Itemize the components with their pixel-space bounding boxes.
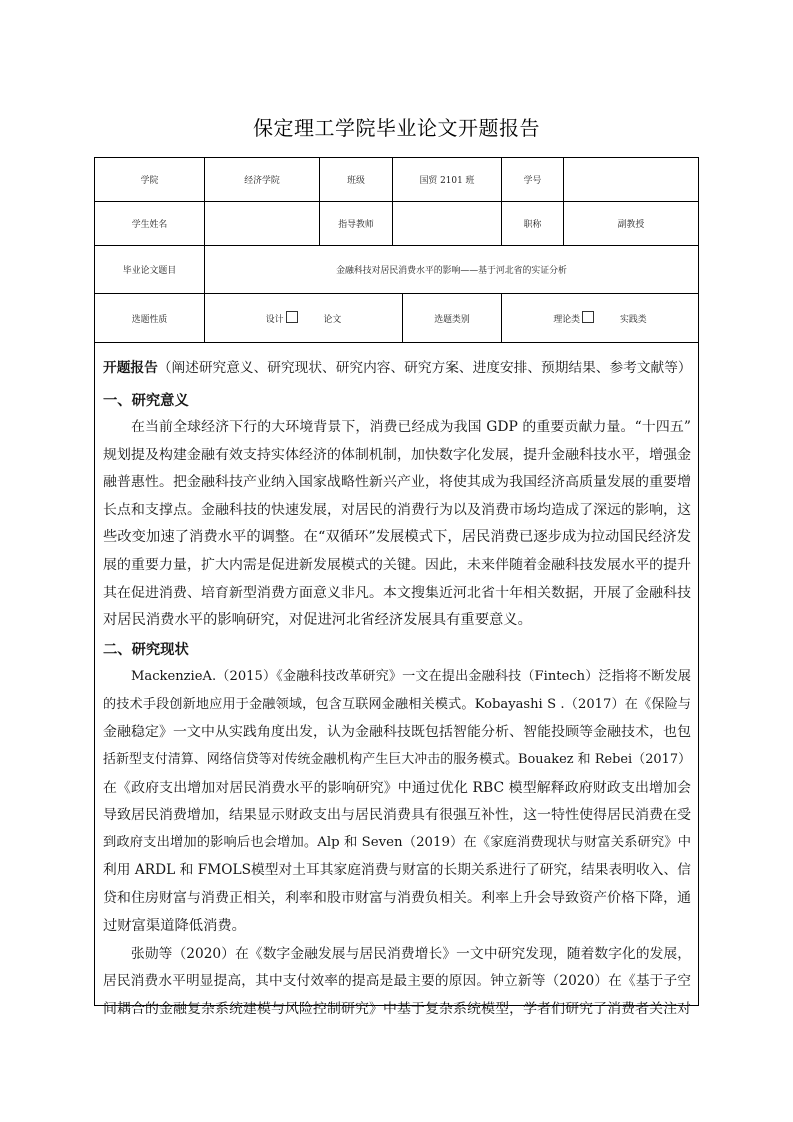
- paragraph-line: 括新型支付清算、网络信贷等对传统金融机构产生巨大冲击的服务模式。Bouakez 和 Rebei（2017）: [103, 752, 691, 767]
- report-heading: [103, 359, 691, 377]
- paragraph-line: 在当前全球经济下行的大环境背景下，消费已经成为我国 GDP 的重要贡献力量。“十四五”: [131, 419, 691, 435]
- document-title: 保定理工学院毕业论文开题报告: [253, 116, 540, 140]
- report-heading-bold: 开题报告: [103, 360, 158, 376]
- nature-option-design[interactable]: [266, 311, 298, 325]
- paragraph-line: 展的重要力量，扩大内需是促进新发展模式的关键。因此，未来伴随着金融科技发展水平的提升: [103, 557, 691, 573]
- category-option-practice[interactable]: 实践类: [620, 314, 647, 325]
- student-id-label: 学号: [523, 176, 542, 186]
- topic-nature-options: [205, 294, 402, 342]
- section-title-research-status: 二、研究现状: [103, 642, 189, 658]
- topic-category-label: 选题类别: [434, 314, 470, 325]
- paragraph-line: 贷和住房财富与消费正相关，利率和股市财富与消费负相关。利率上升会导致资产价格下降，通: [103, 890, 691, 906]
- topic-category-options: [502, 294, 698, 342]
- category-option-theory[interactable]: [553, 311, 594, 325]
- paragraph-line: 在《政府支出增加对居民消费水平的影响研究》中通过优化 RBC 模型解释政府财政支出增加会: [103, 780, 691, 796]
- student-id-field[interactable]: [564, 158, 698, 201]
- paragraph-line: 长点和支撑点。金融科技的快速发展，对居民的消费行为以及消费市场均造成了深远的影响，这: [103, 502, 691, 518]
- paragraph-line: MackenzieA.（2015）《金融科技改革研究》一文在提出金融科技（Fintech）泛指将不断发展: [131, 669, 691, 684]
- paragraph-line: 导致居民消费增加，结果显示财政支出与居民消费具有很强互补性，这一特性使得居民消费在受: [103, 807, 691, 823]
- title-rank-label: 职称: [523, 220, 542, 230]
- checkbox-unchecked-icon[interactable]: [582, 311, 594, 323]
- paragraph-line: 规划提及构建金融有效支持实体经济的体制机制，加快数字化发展，提升金融科技水平，增强金: [103, 447, 691, 463]
- section-title-research-significance: 一、研究意义: [103, 393, 189, 409]
- advisor-field[interactable]: [393, 202, 501, 245]
- paragraph-line: 过财富渠道降低消费。: [103, 918, 246, 934]
- category-option-theory-label: 理论类: [553, 315, 580, 325]
- thesis-title-value[interactable]: 金融科技对居民消费水平的影响——基于河北省的实证分析: [336, 266, 567, 276]
- paragraph-line: 对居民消费水平的影响研究，对促进河北省经济发展具有重要意义。: [103, 612, 532, 628]
- checkbox-unchecked-icon[interactable]: [286, 311, 298, 323]
- paragraph-line: 张勋等（2020）在《数字金融发展与居民消费增长》一文中研究发现，随着数字化的发展，: [131, 946, 691, 962]
- paragraph-line: 利用 ARDL 和 FMOLS模型对土耳其家庭消费与财富的长期关系进行了研究，结果表明收入、信: [103, 862, 691, 878]
- report-heading-note: （阐述研究意义、研究现状、研究内容、研究方案、进度安排、预期结果、参考文献等）: [157, 360, 692, 376]
- paragraph-line: 融普惠性。把金融科技产业纳入国家战略性新兴产业，将使其成为我国经济高质量发展的重要增: [103, 474, 691, 490]
- paragraph-line: 其在促进消费、培育新型消费方面意义非凡。本文搜集近河北省十年相关数据，开展了金融科技: [103, 585, 691, 601]
- paragraph-line: 间耦合的金融复杂系统建模与风险控制研究》中基于复杂系统模型，学者们研究了消费者关注对: [103, 1001, 691, 1017]
- proposal-form-table: [94, 157, 699, 1017]
- thesis-title-label: 毕业论文题目: [122, 266, 177, 276]
- nature-option-design-label: 设计: [265, 315, 284, 325]
- paragraph-line: 到政府支出增加的影响后也会增加。Alp 和 Seven（2019）在《家庭消费现状与财富关系研究》中: [103, 835, 691, 850]
- class-value[interactable]: 国贸 2101 班: [419, 176, 475, 186]
- nature-option-thesis[interactable]: 论文: [323, 314, 342, 325]
- paragraph-line: 的技术手段创新地应用于金融领域，包含互联网金融相关模式。Kobayashi S .（2017）在《保险与: [103, 697, 691, 712]
- paragraph-line: 些改变加速了消费水平的调整。在“双循环”发展模式下，居民消费已逐步成为拉动国民经济发: [103, 529, 691, 545]
- topic-nature-label: 选题性质: [131, 314, 168, 325]
- advisor-label: 指导教师: [338, 220, 374, 230]
- title-rank-value[interactable]: 副教授: [617, 220, 645, 230]
- student-name-label: 学生姓名: [131, 220, 168, 230]
- college-value[interactable]: 经济学院: [244, 176, 280, 186]
- paragraph-line: 金融稳定》一文中从实践角度出发，认为金融科技既包括智能分析、智能投顾等金融技术，也包: [103, 724, 691, 740]
- row-divider: [95, 342, 698, 343]
- college-label: 学院: [140, 176, 159, 186]
- class-label: 班级: [347, 176, 365, 186]
- student-name-field[interactable]: [205, 202, 319, 245]
- paragraph-line: 居民消费水平明显提高，其中支付效率的提高是最主要的原因。钟立新等（2020）在《基于子空: [103, 973, 691, 989]
